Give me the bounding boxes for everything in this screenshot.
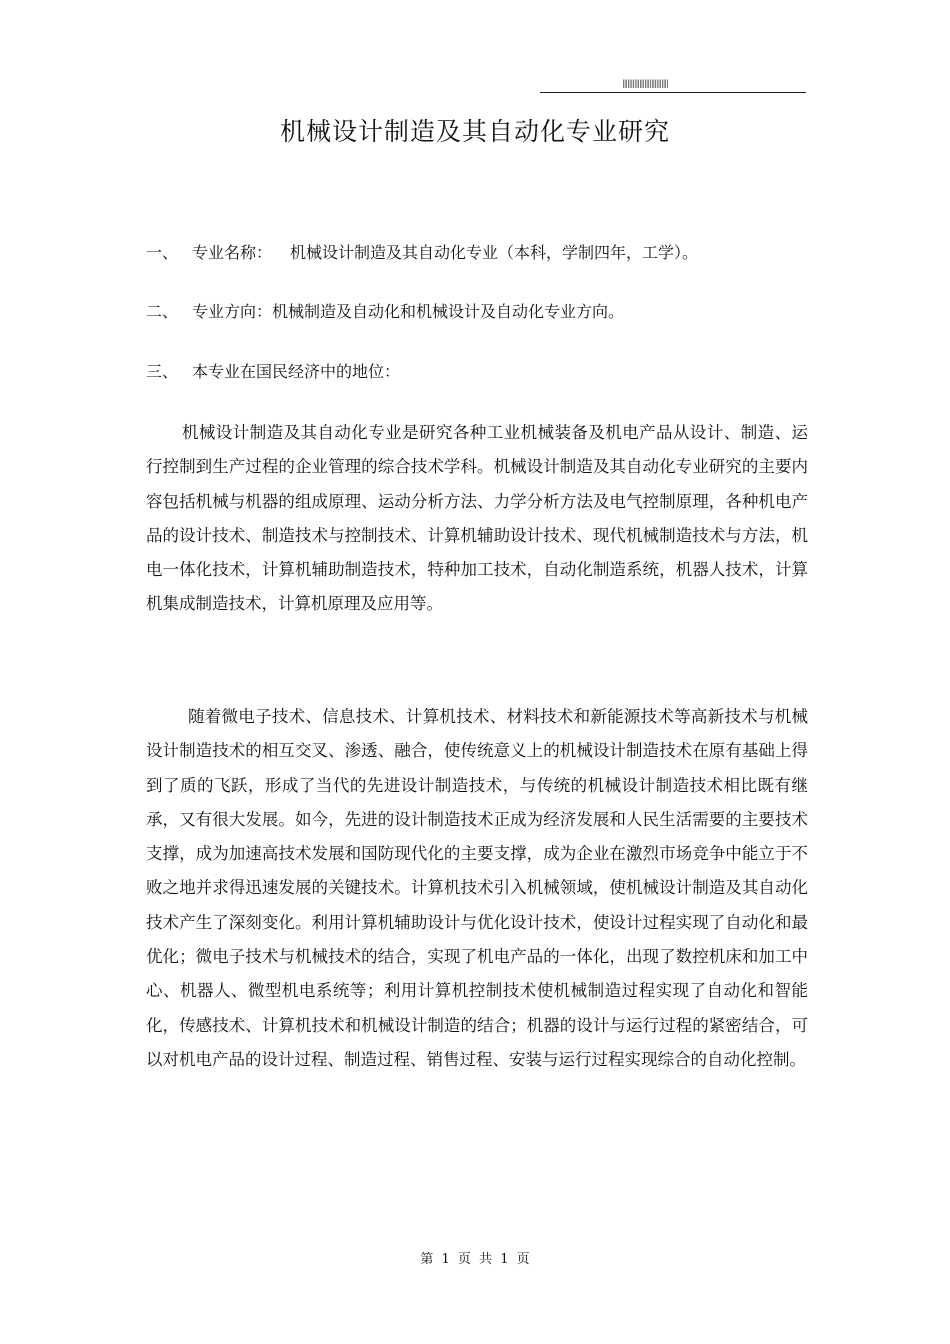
section-text: 本专业在国民经济中的地位： xyxy=(192,362,401,381)
section-number: 三、 xyxy=(146,362,179,381)
page-footer: 第 1 页 共 1 页 xyxy=(420,1252,530,1267)
header-rule xyxy=(540,92,806,93)
section-label: 专业名称： xyxy=(192,243,273,262)
body-paragraph-2: 随着微电子技术、信息技术、计算机技术、材料技术和新能源技术等高新技术与机械设计制造技术的相互交叉、渗透、融合，使传统意义上的机械设计制造技术在原有基础上得到了质的飞跃，形成了当代的先进设计制造技术，与传统的机械设计制造技术相比既有继承，又有很大发展。如今，先进的设计制造技术正成为经济发展和人民生活需要的主要技术支撑，成为加速高技术发展和国防现代化的主要支撑，成为企业在激烈市场竞争中能立于不败之地并求得迅速发展的关键技术。计算机技术引入机械领域，使机械设计制造及其自动化技术产生了深刻变化。利用计算机辅助设计与优化设计技术，使设计过程实现了自动化和最优化；微电子技术与机械技术的结合，实现了机电产品的一体化，出现了数控机床和加工中心、机器人、微型机电系统等；利用计算机控制技术使机械制造过程实现了自动化和智能化，传感技术、计算机技术和机械设计制造的结合；机器的设计与运行过程的紧密结合，可以对机电产品的设计过程、制造过程、销售过程、安装与运行过程实现综合的自动化控制。 xyxy=(146,707,808,1069)
section-number: 一、 xyxy=(146,243,179,262)
section-item-major-name xyxy=(146,240,698,266)
document-title: 机械设计制造及其自动化专业研究 xyxy=(279,117,670,146)
section-item-major-direction xyxy=(146,299,624,325)
body-paragraph-1: 机械设计制造及其自动化专业是研究各种工业机械装备及机电产品从设计、制造、运行控制到生产过程的企业管理的综合技术学科。机械设计制造及其自动化专业研究的主要内容包括机械与机器的组成原理、运动分析方法、力学分析方法及电气控制原理，各种机电产品的设计技术、制造技术与控制技术、计算机辅助设计技术、现代机械制造技术与方法，机电一体化技术，计算机辅助制造技术，特种加工技术，自动化制造系统，机器人技术，计算机集成制造技术，计算机原理及应用等。 xyxy=(146,423,808,614)
section-value: 机械设计制造及其自动化专业（本科，学制四年，工学）。 xyxy=(290,243,699,262)
section-text: 专业方向：机械制造及自动化和机械设计及自动化专业方向。 xyxy=(192,302,625,321)
section-number: 二、 xyxy=(146,302,179,321)
section-item-economic-position xyxy=(146,359,400,385)
header-mark: ||||||||||||||||||||||||||| xyxy=(622,79,668,88)
